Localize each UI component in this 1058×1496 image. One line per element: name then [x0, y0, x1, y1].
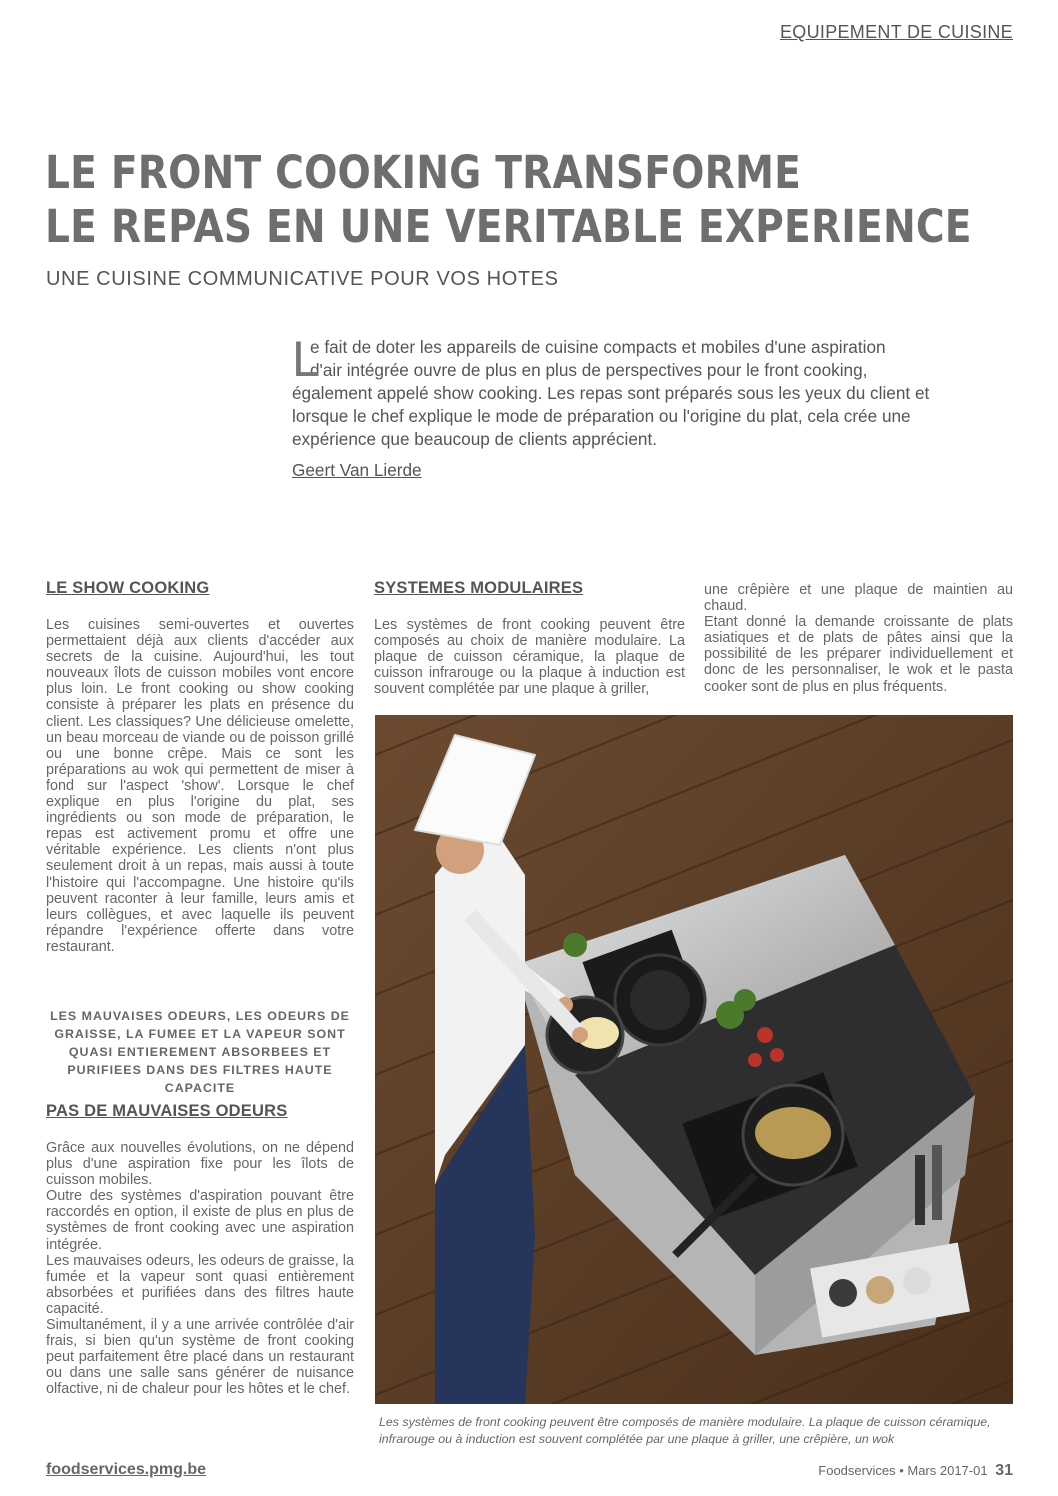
paragraph: Grâce aux nouvelles évolutions, on ne dépend plus d'une aspiration fixe pour les îlots de cuisson mobiles.: [46, 1140, 354, 1189]
paragraph: Les mauvaises odeurs, les odeurs de graisse, la fumée et la vapeur sont quasi entièrement absorbées et purifiées dans des filtres haute capacité.: [46, 1252, 354, 1317]
heading-show-cooking: LE SHOW COOKING: [46, 579, 210, 597]
heading-odeurs: PAS DE MAUVAISES ODEURS: [46, 1102, 288, 1120]
footer-issue-text: Foodservices • Mars 2017-01: [818, 1463, 988, 1478]
page-number: 31: [995, 1462, 1013, 1479]
section-label: EQUIPEMENT DE CUISINE: [779, 22, 1013, 42]
paragraph: Etant donné la demande croissante de plats asiatiques et de plats de pâtes ainsi que la possibilité de les préparer individuellement et donc de les personnaliser, le wok et le pasta cooker sont de plus en plus fréquents.: [704, 614, 1013, 695]
footer-issue: [818, 1462, 1013, 1480]
heading-systemes: SYSTEMES MODULAIRES: [374, 579, 584, 597]
text-odeurs: [46, 1140, 354, 1398]
photo-illustration: [375, 715, 1013, 1404]
title-line-1: LE FRONT COOKING TRANSFORME: [45, 146, 802, 199]
intro-rest: d'air intégrée ouvre de plus en plus de perspectives pour le front cooking, également appelé show cooking. Les repas sont préparés sous les yeux du client et lorsque le chef explique le mode de préparation ou l'origine du plat, cela crée une expérience que beaucoup de clients apprécient.: [292, 360, 930, 450]
dropcap: L: [292, 331, 320, 387]
photo-caption: Les systèmes de front cooking peuvent être composés de manière modulaire. La plaque de cuisson céramique, infrarouge ou à induction est souvent complétée par une plaque à griller, une crêpière, un wok: [379, 1415, 991, 1446]
text-systemes-continued: [704, 582, 1013, 695]
paragraph: Les cuisines semi-ouvertes et ouvertes permettaient déjà aux clients d'accéder aux secrets de la cuisine. Aujourd'hui, les tout nouveaux îlots de cuisson mobiles vont encore plus loin. Le front cooking ou show cooking consiste à préparer les plats en présence du client. Les classiques? Une délicieuse omelette, un beau morceau de viande ou de poisson grillé ou une bonne crêpe. Mais ce sont les préparations au wok qui permettent de miser à fond sur l'aspect 'show'. Lorsque le chef explique en plus l'origine du plat, ses ingrédients ou son mode de préparation, le repas est activement promu et offre une véritable expérience. Les clients n'ont plus seulement droit à un repas, mais aussi à toute l'histoire qui l'accompagne. Une histoire qu'ils peuvent raconter à leur famille, leurs amis et leurs collègues, et avec laquelle ils peuvent répandre l'expérience offerte dans votre restaurant.: [46, 617, 354, 955]
text-show-cooking: [46, 617, 354, 955]
paragraph: une crêpière et une plaque de maintien au chaud.: [704, 582, 1013, 615]
paragraph: Simultanément, il y a une arrivée contrôlée d'air frais, si bien qu'un système de front cooking peut parfaitement être placé dans un restaurant ou dans une salle sans générer de nuisance olfactive, ni de chaleur pour les hôtes et le chef.: [46, 1317, 354, 1398]
article-title: [45, 146, 972, 254]
author-byline: Geert Van Lierde: [292, 460, 422, 480]
intro-first-line: e fait de doter les appareils de cuisine compacts et mobiles d'une aspiration: [310, 337, 886, 357]
footer-website-link[interactable]: foodservices.pmg.be: [46, 1461, 207, 1478]
intro-paragraph: [292, 331, 932, 451]
pull-quote: LES MAUVAISES ODEURS, LES ODEURS DE GRAISSE, LA FUMEE ET LA VAPEUR SONT QUASI ENTIEREMENT ABSORBEES ET PURIFIEES DANS DES FILTRES HAUTE CAPACITE: [50, 1009, 350, 1095]
text-systemes: [374, 617, 685, 697]
paragraph: Outre des systèmes d'aspiration pouvant être raccordés en option, il existe de plus en plus de systèmes de front cooking avec une aspiration intégrée.: [46, 1188, 354, 1253]
front-cooking-photo: [375, 715, 1013, 1404]
paragraph: Les systèmes de front cooking peuvent être composés au choix de manière modulaire. La plaque de cuisson céramique, la plaque de cuisson infrarouge ou la plaque à induction est souvent complétée par une plaque à griller,: [374, 617, 685, 698]
title-line-2: LE REPAS EN UNE VERITABLE EXPERIENCE: [45, 200, 972, 253]
article-subtitle: UNE CUISINE COMMUNICATIVE POUR VOS HOTES: [46, 268, 559, 290]
